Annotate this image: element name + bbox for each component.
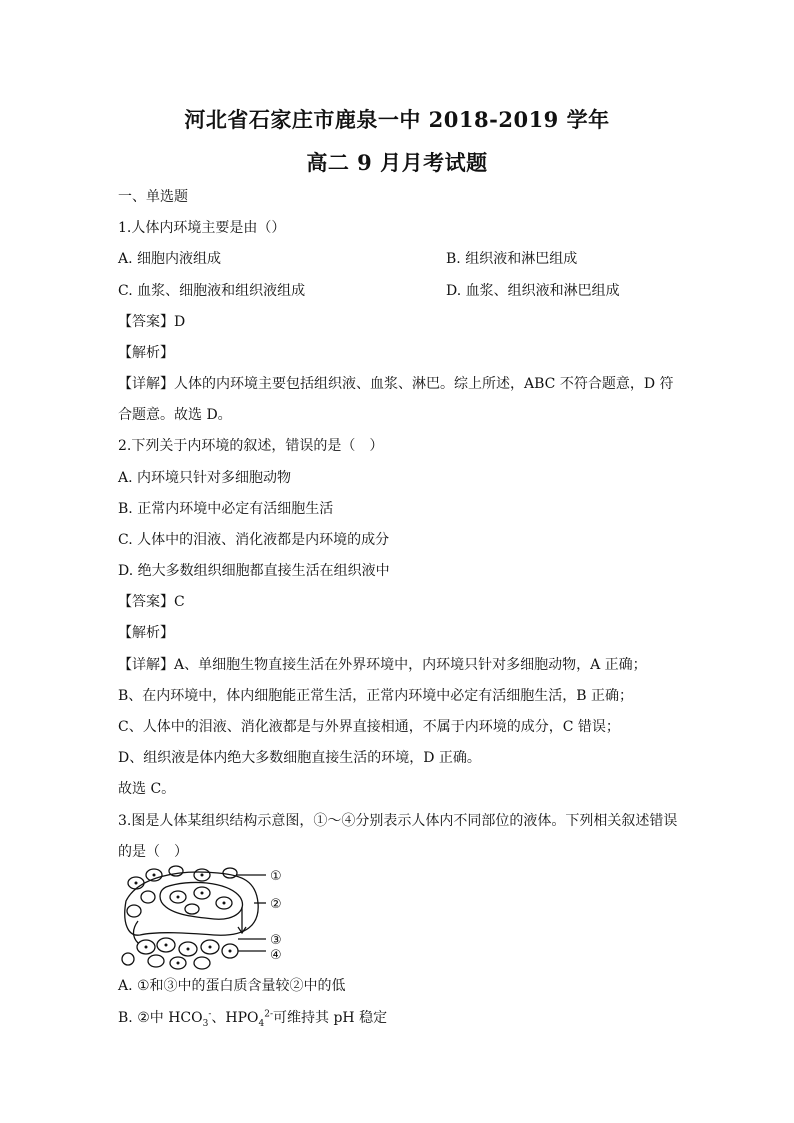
q3-option-a: A. ①和③中的蛋白质含量较②中的低 bbox=[118, 978, 346, 994]
q3-option-b bbox=[118, 1008, 387, 1028]
q2-detail-line: C、人体中的泪液、消化液都是与外界直接相通，不属于内环境的成分，C 错误； bbox=[118, 719, 620, 735]
q1-option-c: C. 血浆、细胞液和组织液组成 bbox=[118, 283, 306, 299]
q2-detail-line: B、在内环境中，体内细胞能正常生活，正常内环境中必定有活细胞生活，B 正确； bbox=[118, 688, 634, 704]
q3-option-b-sub2: 4 bbox=[258, 1018, 265, 1029]
q2-stem: 2.下列关于内环境的叙述，错误的是（ ） bbox=[118, 438, 384, 454]
q2-detail-line: 【详解】A、单细胞生物直接生活在外界环境中，内环境只针对多细胞动物，A 正确； bbox=[118, 657, 647, 673]
q1-detail-line1: 【详解】人体的内环境主要包括组织液、血浆、淋巴。综上所述，ABC 不符合题意，D 符 bbox=[118, 376, 674, 392]
q3-option-b-mid: 、HPO bbox=[211, 1010, 259, 1026]
figure-label-4: ④ bbox=[270, 948, 282, 963]
q3-option-b-sup2: 2- bbox=[264, 1009, 273, 1020]
section-heading: 一、单选题 bbox=[118, 189, 188, 205]
q3-option-b-sup1: - bbox=[208, 1009, 212, 1020]
q1-option-b: B. 组织液和淋巴组成 bbox=[446, 251, 578, 267]
figure-label-1: ① bbox=[270, 869, 282, 884]
q3-option-b-sub1: 3 bbox=[202, 1018, 209, 1029]
document-title-line1: 河北省石家庄市鹿泉一中 2018-2019 学年 bbox=[184, 107, 610, 132]
figure-label-3: ③ bbox=[270, 933, 282, 948]
q1-option-d: D. 血浆、组织液和淋巴组成 bbox=[446, 283, 620, 299]
q3-option-b-prefix: B. ②中 HCO bbox=[118, 1010, 203, 1026]
figure-label-2: ② bbox=[270, 897, 282, 912]
q1-option-a: A. 细胞内液组成 bbox=[118, 251, 222, 267]
q2-option-b: B. 正常内环境中必定有活细胞生活 bbox=[118, 501, 334, 517]
q2-answer: 【答案】C bbox=[118, 594, 185, 610]
q1-analysis-label: 【解析】 bbox=[118, 345, 174, 361]
q1-detail-line2: 合题意。故选 D。 bbox=[118, 407, 232, 423]
q2-option-d: D. 绝大多数组织细胞都直接生活在组织液中 bbox=[118, 563, 390, 579]
q2-analysis-label: 【解析】 bbox=[118, 625, 174, 641]
document-title-line2: 高二 9 月月考试题 bbox=[306, 150, 488, 175]
q2-option-a: A. 内环境只针对多细胞动物 bbox=[118, 470, 292, 486]
q2-detail-line: 故选 C。 bbox=[118, 781, 176, 797]
q1-answer: 【答案】D bbox=[118, 314, 186, 330]
q3-stem-line1: 3.图是人体某组织结构示意图，①～④分别表示人体内不同部位的液体。下列相关叙述错误 bbox=[118, 813, 678, 829]
q1-stem: 1.人体内环境主要是由（） bbox=[118, 220, 286, 236]
q2-option-c: C. 人体中的泪液、消化液都是内环境的成分 bbox=[118, 532, 390, 548]
q3-option-b-suffix: 可维持其 pH 稳定 bbox=[273, 1010, 388, 1026]
tissue-structure-figure bbox=[118, 863, 294, 971]
q3-stem-line2: 的是（ ） bbox=[118, 844, 188, 860]
q2-detail-line: D、组织液是体内绝大多数细胞直接生活的环境，D 正确。 bbox=[118, 750, 481, 766]
